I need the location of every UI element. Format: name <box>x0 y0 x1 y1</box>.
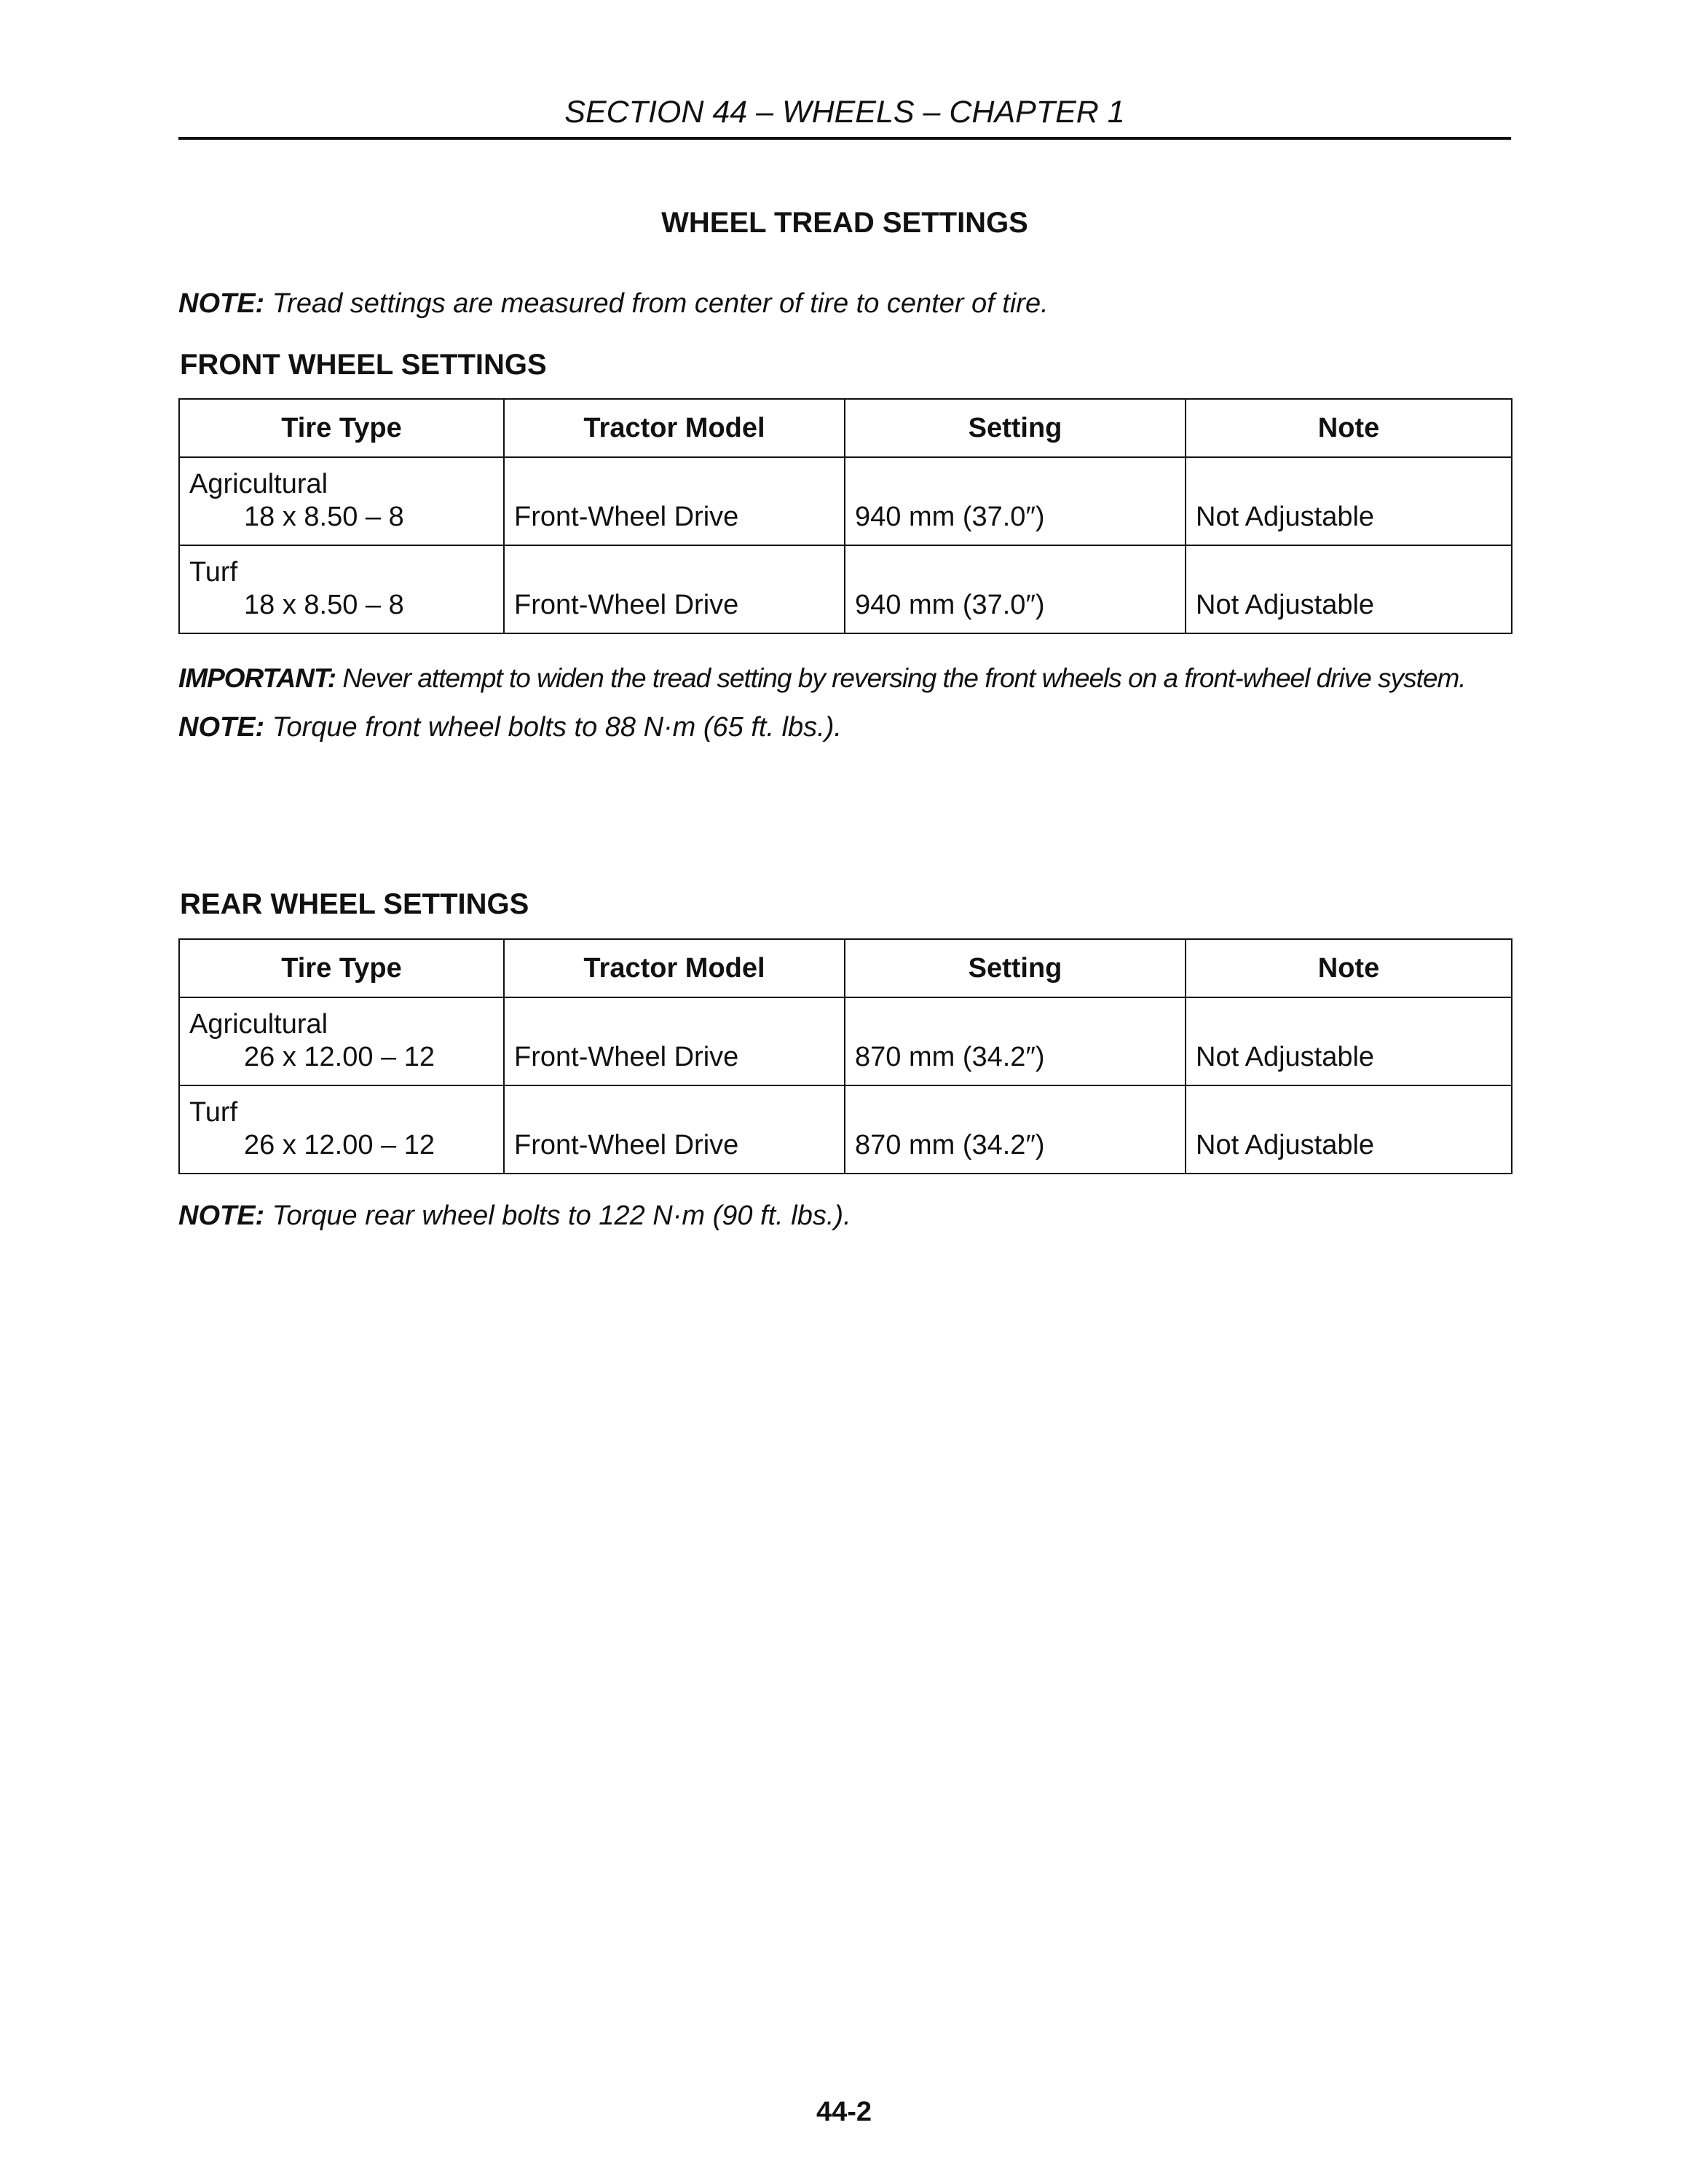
tractor-model-cell <box>504 1085 845 1174</box>
rear-wheel-settings-heading: REAR WHEEL SETTINGS <box>180 888 529 920</box>
column-header-setting: Setting <box>845 399 1186 457</box>
tire-size-label: 26 x 12.00 – 12 <box>244 1130 435 1160</box>
setting-value: 940 mm (37.0″) <box>855 502 1045 532</box>
important-front-wheel-warning <box>178 661 1466 696</box>
column-header-tractor-model: Tractor Model <box>504 399 845 457</box>
column-header-tire-type: Tire Type <box>179 939 504 997</box>
note-label: NOTE: <box>178 1200 265 1231</box>
note-value: Not Adjustable <box>1196 502 1375 532</box>
important-text: Never attempt to widen the tread setting by reversing the front wheels on a front-wheel drive system. <box>336 663 1466 693</box>
tread-measurement-note <box>178 286 1049 321</box>
tractor-model-cell <box>504 997 845 1085</box>
tractor-model-cell <box>504 457 845 545</box>
tire-size-label: 18 x 8.50 – 8 <box>244 590 404 620</box>
front-wheel-settings-table <box>178 398 1513 634</box>
tractor-model-cell <box>504 545 845 633</box>
note-cell <box>1186 1085 1512 1174</box>
note-value: Not Adjustable <box>1196 590 1375 620</box>
column-header-tire-type: Tire Type <box>179 399 504 457</box>
note-cell <box>1186 457 1512 545</box>
rear-torque-note <box>178 1198 851 1233</box>
front-torque-note <box>178 710 842 745</box>
column-header-setting: Setting <box>845 939 1186 997</box>
setting-cell <box>845 1085 1186 1174</box>
note-value: Not Adjustable <box>1196 1130 1375 1160</box>
page-number: 44-2 <box>816 2097 872 2127</box>
setting-cell <box>845 457 1186 545</box>
tire-type-label: Agricultural <box>189 1009 328 1040</box>
note-text: Torque rear wheel bolts to 122 N·m (90 ft. lbs.). <box>264 1200 851 1231</box>
column-header-note: Note <box>1186 399 1512 457</box>
tractor-model-value: Front-Wheel Drive <box>514 502 739 532</box>
note-text: Torque front wheel bolts to 88 N·m (65 ft. lbs.). <box>264 712 842 743</box>
note-cell <box>1186 997 1512 1085</box>
note-text: Tread settings are measured from center of tire to center of tire. <box>264 288 1049 319</box>
tire-type-cell <box>179 545 504 633</box>
note-label: NOTE: <box>178 712 265 743</box>
section-header: SECTION 44 – WHEELS – CHAPTER 1 <box>178 92 1511 140</box>
table-row <box>179 1085 1512 1174</box>
setting-cell <box>845 997 1186 1085</box>
table-row <box>179 545 1512 633</box>
tractor-model-value: Front-Wheel Drive <box>514 1130 739 1160</box>
note-cell <box>1186 545 1512 633</box>
tire-size-label: 26 x 12.00 – 12 <box>244 1042 435 1072</box>
important-label: IMPORTANT: <box>178 663 336 693</box>
tire-type-label: Turf <box>189 1097 238 1128</box>
page-title: WHEEL TREAD SETTINGS <box>661 207 1028 239</box>
rear-wheel-settings-table <box>178 938 1513 1174</box>
setting-cell <box>845 545 1186 633</box>
column-header-note: Note <box>1186 939 1512 997</box>
setting-value: 940 mm (37.0″) <box>855 590 1045 620</box>
tractor-model-value: Front-Wheel Drive <box>514 1042 739 1072</box>
tire-type-cell <box>179 457 504 545</box>
note-value: Not Adjustable <box>1196 1042 1375 1072</box>
column-header-tractor-model: Tractor Model <box>504 939 845 997</box>
tire-type-label: Agricultural <box>189 469 328 499</box>
tire-type-cell <box>179 1085 504 1174</box>
tire-type-label: Turf <box>189 557 238 587</box>
setting-value: 870 mm (34.2″) <box>855 1130 1045 1160</box>
tire-size-label: 18 x 8.50 – 8 <box>244 502 404 532</box>
front-wheel-settings-heading: FRONT WHEEL SETTINGS <box>180 349 547 381</box>
note-label: NOTE: <box>178 288 265 319</box>
table-header-row <box>179 939 1512 997</box>
tractor-model-value: Front-Wheel Drive <box>514 590 739 620</box>
setting-value: 870 mm (34.2″) <box>855 1042 1045 1072</box>
table-row <box>179 457 1512 545</box>
tire-type-cell <box>179 997 504 1085</box>
table-header-row <box>179 399 1512 457</box>
table-row <box>179 997 1512 1085</box>
